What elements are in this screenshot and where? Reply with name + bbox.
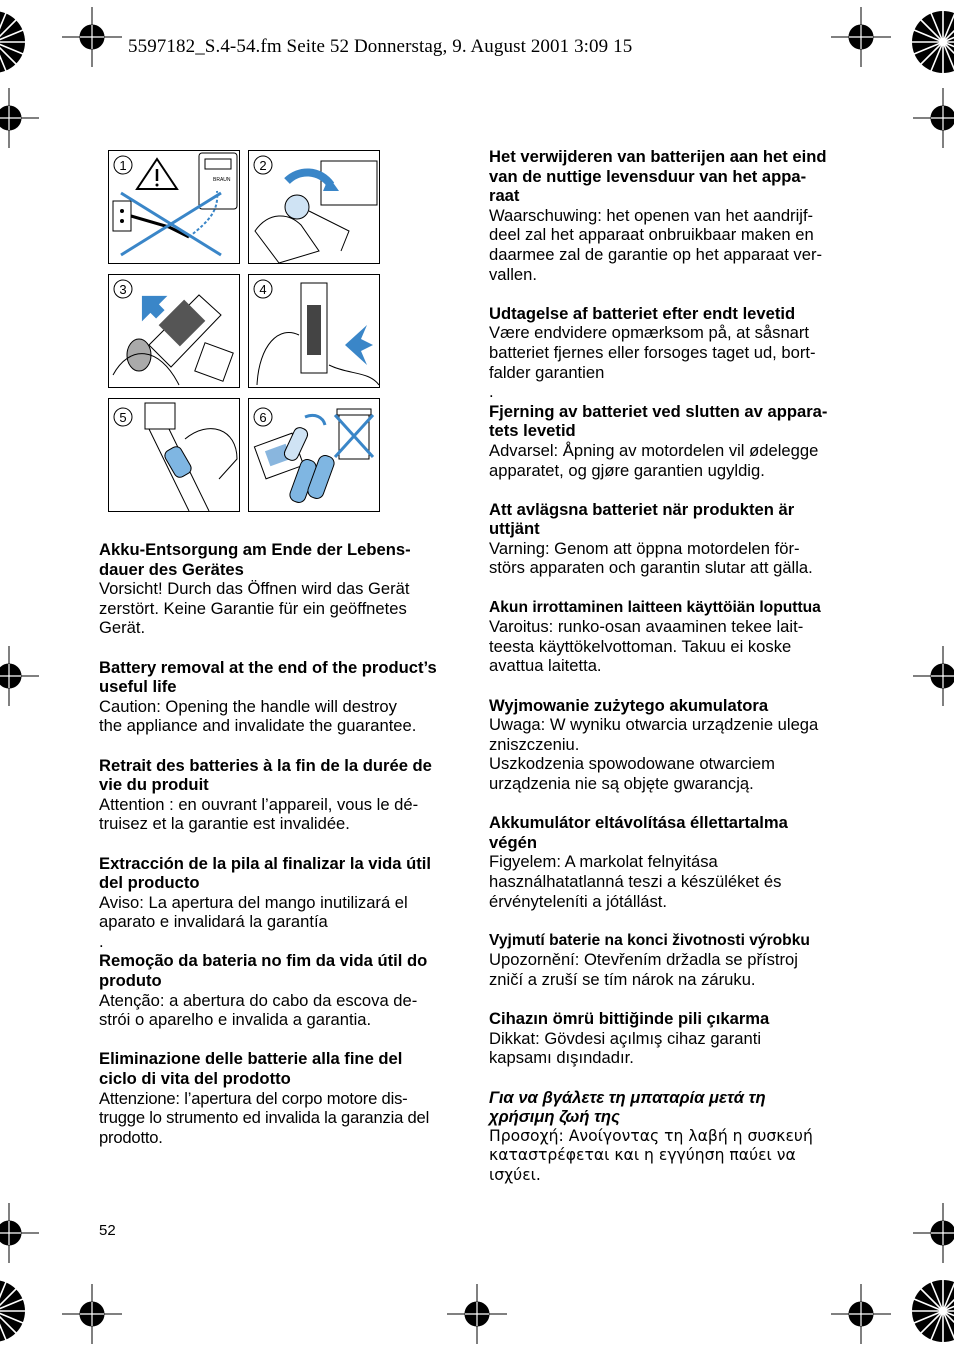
figure-panel-1 bbox=[108, 150, 240, 264]
section-body: Uwaga: W wyniku otwarcia urządzenie ulega zniszczeniu. Uszkodzenia spowodowane otwarciem urządzenia nie są objęte gwarancją. bbox=[489, 715, 819, 793]
section-body: Advarsel: Åpning av motordelen vil ødelegge apparatet, og gjøre garantien ugyldig. bbox=[489, 440, 819, 480]
instruction-figures bbox=[108, 150, 384, 516]
section-body: Dikkat: Gövdesi açılmış cihaz garanti kapsamı dışındadır. bbox=[489, 1028, 762, 1068]
section-body: Være endvidere opmærksom på, at såsnart batteriet fjernes eller forsoges taget ud, bort- falder garantien bbox=[489, 323, 816, 382]
figure-number-2: 2 bbox=[259, 158, 267, 173]
section-da bbox=[489, 304, 859, 402]
section-cs bbox=[489, 931, 859, 990]
section-body: Vorsicht! Durch das Öffnen wird das Gerät zerstört. Keine Garantie für ein geöffnetes Gerät. bbox=[99, 579, 410, 638]
figure-number-3: 3 bbox=[119, 282, 127, 297]
section-body: Figyelem: A markolat felnyitása használhatatlanná teszi a készüléket és érvényteleníti a jótállást. bbox=[489, 852, 782, 911]
section-heading: Extracción de la pila al finalizar la vida útil del producto bbox=[99, 853, 431, 893]
section-fi bbox=[489, 598, 859, 676]
figure-panel-4 bbox=[248, 274, 380, 388]
section-heading: Udtagelse af batteriet efter endt levetid bbox=[489, 303, 796, 323]
figure-panel-3 bbox=[108, 274, 240, 388]
section-en bbox=[99, 658, 469, 736]
figure-number-1: 1 bbox=[119, 158, 127, 173]
section-heading: Cihazın ömrü bittiğinde pili çıkarma bbox=[489, 1009, 770, 1029]
section-heading: Remoção da bateria no fim da vida útil do produto bbox=[99, 951, 428, 991]
section-hu bbox=[489, 813, 859, 911]
figure-number-4: 4 bbox=[259, 282, 267, 297]
section-it bbox=[99, 1049, 469, 1147]
section-sv bbox=[489, 500, 859, 578]
file-header: 5597182_S.4-54.fm Seite 52 Donnerstag, 9. August 2001 3:09 15 bbox=[128, 36, 633, 57]
figure-panel-5 bbox=[108, 398, 240, 512]
section-body: Upozornění: Otevřením držadla se přístroj zničí a zruší se tím nárok na záruku. bbox=[489, 950, 798, 989]
section-es bbox=[99, 854, 469, 952]
section-heading: Het verwijderen van batterijen aan het eind van de nuttige levensduur van het appa- raat bbox=[489, 147, 827, 206]
section-heading: Akun irrottaminen laitteen käyttöiän loputtua bbox=[489, 598, 821, 616]
section-heading: Battery removal at the end of the product’s useful life bbox=[99, 657, 437, 697]
section-heading: Vyjmutí baterie na konci životnosti výrobku bbox=[489, 931, 810, 949]
section-body: Προσοχή: Ανοίγοντας τη λαβή η συσκευή καταστρέφεται και η εγγύηση παύει να ισχύει. bbox=[489, 1126, 813, 1184]
section-body: Caution: Opening the handle will destroy the appliance and invalidate the guarantee. bbox=[99, 696, 417, 736]
section-body: Waarschuwing: het openen van het aandrijf- deel zal het apparaat onbruikbaar maken en daarmee zal de garantie op het apparaat ver- vallen. bbox=[489, 205, 823, 284]
page-number: 52 bbox=[99, 1222, 116, 1239]
section-heading: Για να βγάλετε τη μπαταρία μετά τη χρήσιμη ζωή της bbox=[489, 1087, 766, 1127]
section-heading: Retrait des batteries à la fin de la durée de vie du produit bbox=[99, 755, 432, 795]
right-text-column bbox=[489, 147, 859, 1205]
figure-number-5: 5 bbox=[119, 410, 127, 425]
section-heading: Akkumulátor eltávolítása éllettartalma végén bbox=[489, 813, 788, 852]
left-text-column bbox=[99, 540, 469, 1167]
section-body: Atenção: a abertura do cabo da escova de- strói o aparelho e invalida a garantia. bbox=[99, 990, 418, 1030]
section-heading: Att avlägsna batteriet när produkten är uttjänt bbox=[489, 499, 795, 539]
section-body: Varoitus: runko-osan avaaminen tekee lait- teesta käyttökelvottoman. Takuu ei koske avattua laitetta. bbox=[489, 617, 804, 676]
section-heading: Wyjmowanie zużytego akumulatora bbox=[489, 695, 769, 715]
section-de bbox=[99, 540, 469, 638]
brand-label: BRAUN bbox=[213, 177, 231, 183]
figure-panel-6 bbox=[248, 398, 380, 512]
section-heading: Fjerning av batteriet ved slutten av appara- tets levetid bbox=[489, 401, 828, 441]
section-body: Attention : en ouvrant l’appareil, vous le dé- truisez et la garantie est invalidée. bbox=[99, 794, 419, 834]
section-no bbox=[489, 402, 859, 480]
section-body: Aviso: La apertura del mango inutilizará el aparato e invalidará la garantía bbox=[99, 892, 408, 932]
section-body: Varning: Genom att öppna motordelen för- störs apparaten och garantin slutar att gälla. bbox=[489, 538, 813, 578]
section-pl bbox=[489, 696, 859, 794]
section-pt bbox=[99, 951, 469, 1029]
section-nl bbox=[489, 147, 859, 284]
section-body: Attenzione: l’apertura del corpo motore dis- trugge lo strumento ed invalida la garanzia del prodotto. bbox=[99, 1088, 430, 1147]
section-el bbox=[489, 1088, 859, 1186]
section-heading: Eliminazione delle batterie alla fine del ciclo di vita del prodotto bbox=[99, 1049, 403, 1089]
figure-panel-2 bbox=[248, 150, 380, 264]
section-heading: Akku-Entsorgung am Ende der Lebens- dauer des Gerätes bbox=[99, 540, 411, 579]
section-fr bbox=[99, 756, 469, 834]
section-tr bbox=[489, 1009, 859, 1068]
figure-number-6: 6 bbox=[259, 410, 267, 425]
trailing-period: . bbox=[489, 382, 494, 402]
trailing-period: . bbox=[99, 931, 104, 951]
